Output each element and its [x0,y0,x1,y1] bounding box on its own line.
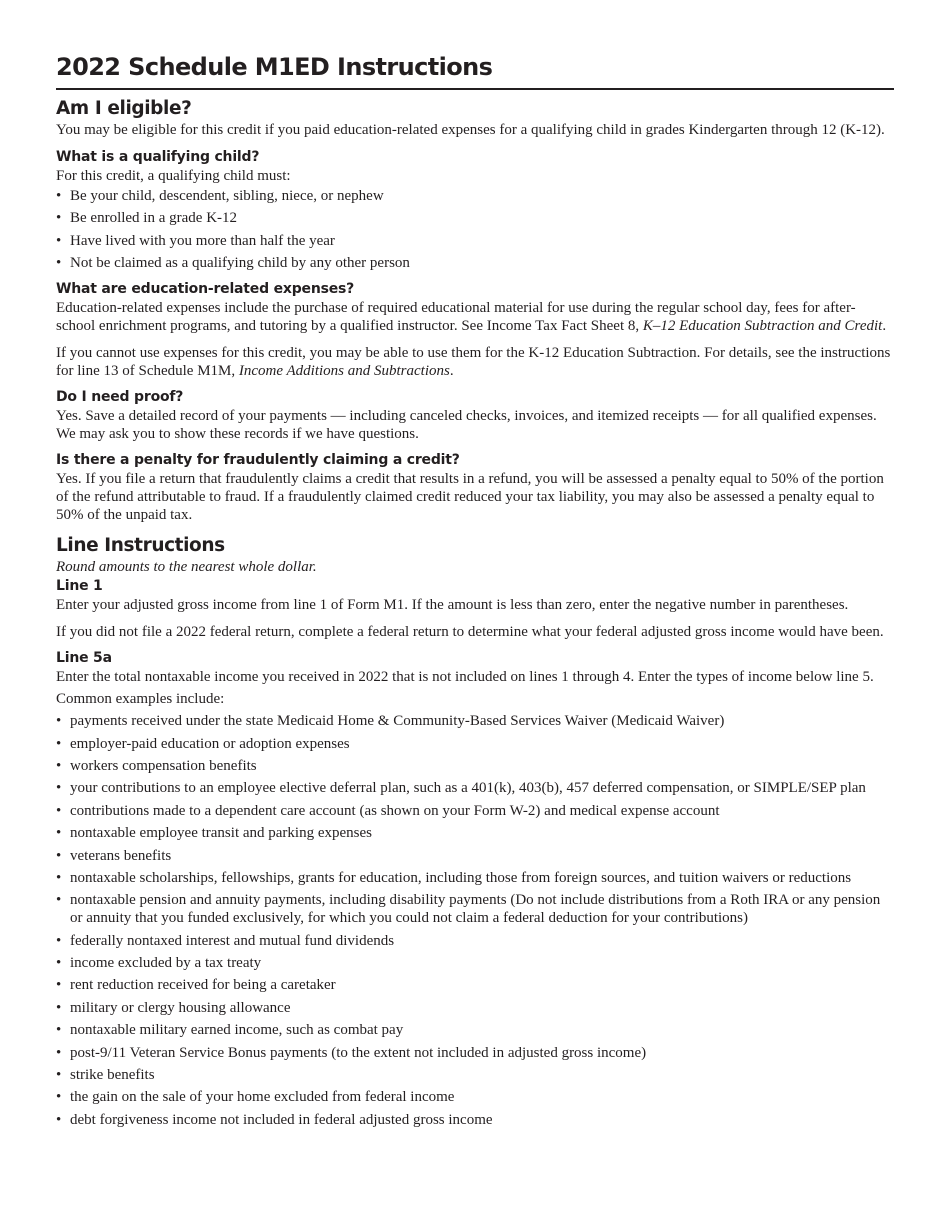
proof-heading: Do I need proof? [56,389,184,406]
list-item: • payments received under the state Medicaid Home & Community-Based Services Waiver (Medicaid Waiver) [56,712,894,730]
list-item: • your contributions to an employee elective deferral plan, such as a 401(k), 403(b), 457 deferred compensation, or SIMPLE/SEP plan [56,779,894,797]
list-item: • post-9/11 Veteran Service Bonus payments (to the extent not included in adjusted gross income) [56,1044,894,1062]
eligible-heading: Am I eligible? [56,98,192,119]
list-item: • debt forgiveness income not included in federal adjusted gross income [56,1111,894,1129]
line5a-paragraph-2: Common examples include: [56,691,225,708]
proof-text: Yes. Save a detailed record of your payments — including canceled checks, invoices, and itemized receipts — for all qualified expenses. We may ask you to show these records if we have questions. [56,408,877,443]
line1-paragraph-1: Enter your adjusted gross income from line 1 of Form M1. If the amount is less than zero, enter the negative number in parentheses. [56,597,849,614]
eligible-text: You may be eligible for this credit if you paid education-related expenses for a qualifying child in grades Kindergarten through 12 (K-12). [56,122,885,138]
penalty-text: Yes. If you file a return that fraudulently claims a credit that results in a refund, you will be assessed a penalty equal to 50% of the portion of the refund attributable to fraud. If a fraudulently claimed credit reduced your tax liability, you may also be assessed a penalty equal to 50% of the unpaid tax. [56,471,884,524]
rounding-note: Round amounts to the nearest whole dollar. [56,559,317,576]
list-item: • rent reduction received for being a caretaker [56,976,894,994]
line1-paragraph-2: If you did not file a 2022 federal return, complete a federal return to determine what your federal adjusted gross income would have been. [56,624,884,641]
penalty-heading: Is there a penalty for fraudulently claiming a credit? [56,452,460,469]
list-item: • Not be claimed as a qualifying child by any other person [56,254,894,272]
list-item: • employer-paid education or adoption expenses [56,735,894,753]
expenses-heading: What are education-related expenses? [56,281,355,298]
list-item: • Be your child, descendent, sibling, niece, or nephew [56,187,894,205]
nontaxable-income-list [56,712,894,1129]
list-item: • nontaxable scholarships, fellowships, grants for education, including those from foreign sources, and tuition waivers or reductions [56,869,894,887]
qualifying-child-list [56,187,894,272]
list-item: • Have lived with you more than half the year [56,232,894,250]
list-item: • military or clergy housing allowance [56,999,894,1017]
qualifying-child-intro: For this credit, a qualifying child must: [56,168,291,184]
list-item: • workers compensation benefits [56,757,894,775]
list-item: • nontaxable pension and annuity payments, including disability payments (Do not include distributions from a Roth IRA or any pension or annuity that you funded exclusively, for which you could not claim a federal deduction for your contributions) [56,891,894,927]
list-item: • the gain on the sale of your home excluded from federal income [56,1088,894,1106]
expenses-paragraph-1: Education-related expenses include the purchase of required educational material for use during the regular school day, fees for after-school enrichment programs, and tutoring by a qualified instructor. See Income Tax Fact Sheet 8, K–12 Education Subtraction and Credit. [56,300,887,335]
line-instructions-heading: Line Instructions [56,535,225,557]
list-item: • contributions made to a dependent care account (as shown on your Form W-2) and medical expense account [56,802,894,820]
list-item: • Be enrolled in a grade K-12 [56,209,894,227]
list-item: • federally nontaxed interest and mutual fund dividends [56,932,894,950]
document-page [56,52,894,1129]
line5a-heading: Line 5a [56,650,112,667]
line5a-paragraph-1: Enter the total nontaxable income you received in 2022 that is not included on lines 1 through 4. Enter the types of income below line 5. [56,669,874,686]
expenses-paragraph-2: If you cannot use expenses for this credit, you may be able to use them for the K-12 Education Subtraction. For details, see the instructions for line 13 of Schedule M1M, Income Additions and Subtractions. [56,345,891,380]
line1-heading: Line 1 [56,578,103,595]
list-item: • nontaxable employee transit and parking expenses [56,824,894,842]
page-title: 2022 Schedule M1ED Instructions [56,52,894,90]
list-item: • strike benefits [56,1066,894,1084]
list-item: • veterans benefits [56,847,894,865]
list-item: • nontaxable military earned income, such as combat pay [56,1021,894,1039]
list-item: • income excluded by a tax treaty [56,954,894,972]
qualifying-child-heading: What is a qualifying child? [56,149,260,165]
